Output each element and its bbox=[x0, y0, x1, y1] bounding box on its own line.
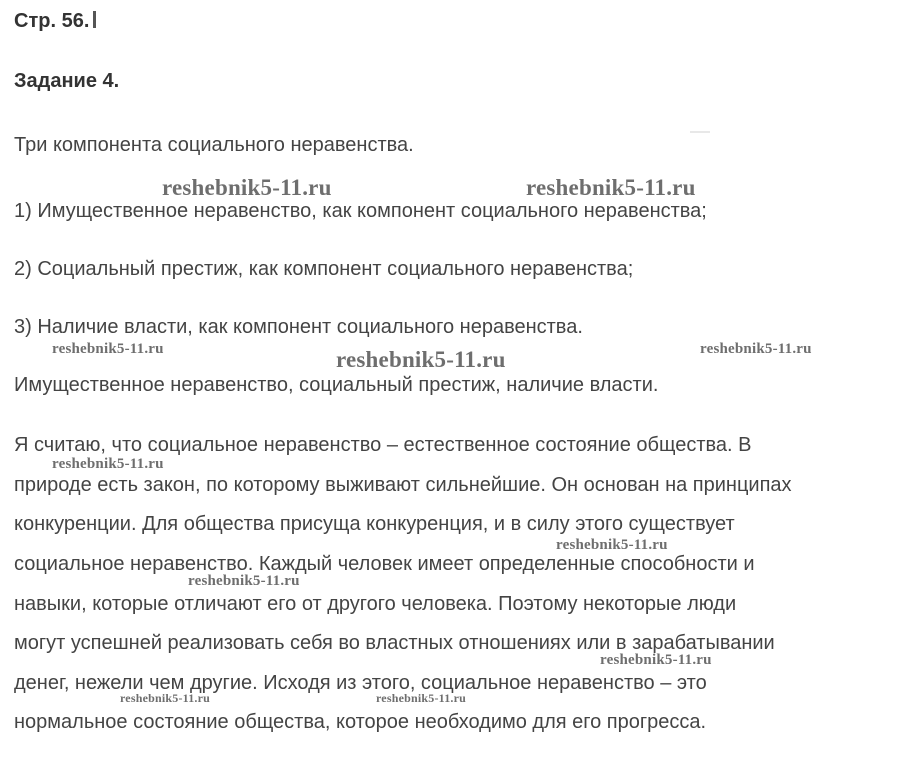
essay-line: нормальное состояние общества, которое необходимо для его прогресса. bbox=[14, 711, 707, 733]
watermark: reshebnik5-11.ru bbox=[52, 341, 164, 357]
watermark: reshebnik5-11.ru bbox=[700, 341, 812, 357]
list-item: 1) Имущественное неравенство, как компонент социального неравенства; bbox=[14, 200, 707, 222]
task-heading: Задание 4. bbox=[14, 70, 120, 92]
list-item: 3) Наличие власти, как компонент социального неравенства. bbox=[14, 316, 583, 338]
essay-line: могут успешней реализовать себя во властных отношениях или в зарабатывании bbox=[14, 632, 775, 654]
watermark: reshebnik5-11.ru bbox=[162, 175, 332, 200]
watermark: reshebnik5-11.ru bbox=[336, 347, 506, 372]
watermark: reshebnik5-11.ru bbox=[556, 537, 668, 553]
watermark: reshebnik5-11.ru bbox=[120, 691, 210, 705]
list-item: 2) Социальный престиж, как компонент социального неравенства; bbox=[14, 258, 634, 280]
essay-line: Я считаю, что социальное неравенство – естественное состояние общества. В bbox=[14, 434, 752, 456]
essay-line: конкуренции. Для общества присуща конкуренция, и в силу этого существует bbox=[14, 513, 735, 535]
essay-line: навыки, которые отличают его от другого человека. Поэтому некоторые люди bbox=[14, 593, 737, 615]
page-number-heading bbox=[14, 10, 96, 33]
watermark: reshebnik5-11.ru bbox=[376, 691, 466, 705]
essay-line: социальное неравенство. Каждый человек имеет определенные способности и bbox=[14, 553, 755, 575]
watermark: reshebnik5-11.ru bbox=[600, 652, 712, 668]
essay-line: природе есть закон, по которому выживают сильнейшие. Он основан на принципах bbox=[14, 474, 792, 496]
watermark: reshebnik5-11.ru bbox=[526, 175, 696, 200]
essay-line: денег, нежели чем другие. Исходя из этого, социальное неравенство – это bbox=[14, 672, 707, 694]
page-number-text: Стр. 56. bbox=[14, 10, 90, 32]
summary-text: Имущественное неравенство, социальный престиж, наличие власти. bbox=[14, 374, 659, 396]
text-cursor-mark bbox=[93, 11, 96, 28]
scan-speck bbox=[690, 131, 710, 133]
intro-text: Три компонента социального неравенства. bbox=[14, 134, 414, 156]
watermark: reshebnik5-11.ru bbox=[188, 573, 300, 589]
watermark: reshebnik5-11.ru bbox=[52, 456, 164, 472]
